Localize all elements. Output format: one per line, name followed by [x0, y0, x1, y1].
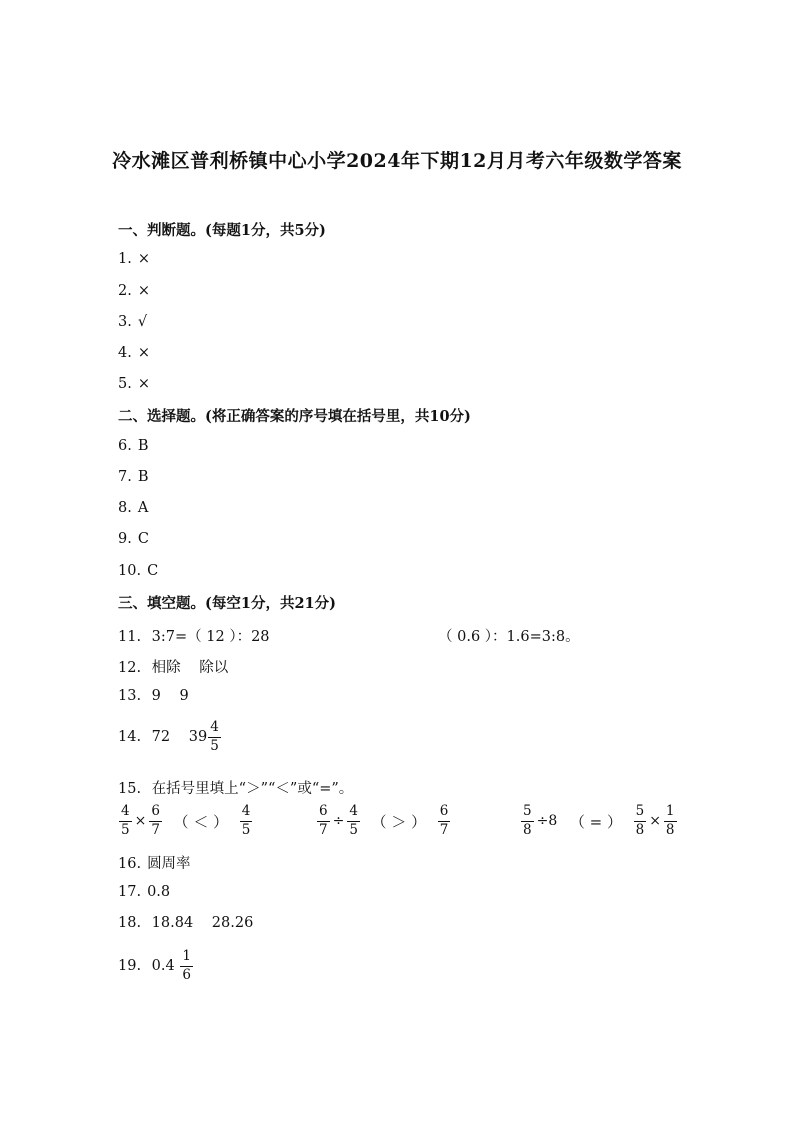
- answer-value: 相除: [151, 660, 181, 676]
- answer-value: 0.8: [147, 884, 171, 900]
- fraction-denominator: 7: [439, 821, 449, 838]
- question-number: 12.: [118, 660, 142, 676]
- question-number: 2.: [118, 283, 132, 299]
- comparison-sign: =: [589, 812, 603, 831]
- answer-value: ×: [137, 345, 150, 361]
- question-number: 8.: [118, 500, 132, 516]
- answer-value: 0.4: [151, 958, 175, 974]
- answer-line-12: [118, 656, 228, 677]
- fraction-denominator: 5: [121, 821, 130, 838]
- comparison-1: [118, 805, 253, 837]
- fraction: [521, 805, 534, 837]
- answer-line-15: [118, 777, 353, 798]
- answer-line-17: [118, 884, 170, 900]
- fraction-numerator: 4: [119, 805, 132, 822]
- answer-line-3: [118, 314, 147, 330]
- answer-value: ×: [137, 251, 150, 267]
- answer-line-19: [118, 950, 194, 982]
- question-number: 11.: [118, 629, 142, 645]
- fraction: [149, 805, 162, 837]
- fraction: [208, 721, 221, 753]
- multiply-sign: ×: [134, 813, 147, 829]
- question-text: 在括号里填上“＞”“＜”或“=”。: [151, 781, 354, 797]
- page-title: 冷水滩区普利桥镇中心小学2024年下期12月月考六年级数学答案: [112, 150, 682, 172]
- answer-value: 圆周率: [147, 856, 191, 872]
- mixed-number-whole: 39: [188, 729, 208, 745]
- answer-value: C: [147, 563, 159, 579]
- answer-value: 28.26: [211, 915, 254, 931]
- fraction: [240, 805, 253, 837]
- answer-value: 9: [179, 688, 189, 704]
- comparison-answer: （ ＞ ）: [371, 812, 427, 831]
- section-heading-fill-in: 三、填空题。(每空1分，共21分): [118, 595, 336, 612]
- answer-value: A: [137, 500, 149, 516]
- answer-line-1: [118, 251, 150, 267]
- answer-line-16: [118, 852, 191, 873]
- question-number: 13.: [118, 688, 142, 704]
- answer-line-8: [118, 500, 148, 516]
- answer-line-2: [118, 283, 150, 299]
- answer-line-14: [118, 721, 222, 753]
- question-number: 3.: [118, 314, 132, 330]
- question-number: 19.: [118, 958, 142, 974]
- answer-value: 除以: [199, 660, 229, 676]
- answer-value: 9: [151, 688, 161, 704]
- answer-value: 18.84: [151, 915, 194, 931]
- fraction: [317, 805, 330, 837]
- fraction-numerator: 1: [664, 805, 677, 822]
- question-number: 16.: [118, 856, 142, 872]
- fraction-numerator: 6: [438, 805, 451, 822]
- answer-line-5: [118, 376, 150, 392]
- fraction-numerator: 6: [149, 805, 162, 822]
- answer-value: B: [137, 438, 149, 454]
- comparison-3: [520, 805, 678, 837]
- question-number: 5.: [118, 376, 132, 392]
- answer-value: ×: [137, 283, 150, 299]
- fraction-numerator: 4: [240, 805, 253, 822]
- fraction-denominator: 7: [319, 821, 328, 838]
- answer-value: B: [137, 469, 149, 485]
- divide-expression: ÷8: [536, 813, 558, 829]
- fraction: [119, 805, 132, 837]
- fraction-numerator: 4: [208, 721, 221, 738]
- fraction: [438, 805, 451, 837]
- question-number: 18.: [118, 915, 142, 931]
- question-number: 15.: [118, 781, 142, 797]
- answer-value: 3:7=（ 12 ）：28: [151, 629, 270, 645]
- fraction-denominator: 5: [210, 737, 219, 754]
- fraction-numerator: 5: [634, 805, 647, 822]
- answer-line-6: [118, 438, 149, 454]
- fraction-denominator: 5: [349, 821, 358, 838]
- answer-line-10: [118, 563, 158, 579]
- comparison-answer: （ ＜ ）: [173, 812, 229, 831]
- comparison-2: [316, 805, 451, 837]
- fraction: [180, 950, 193, 982]
- fraction-numerator: 6: [317, 805, 330, 822]
- multiply-sign: ×: [649, 813, 661, 829]
- question-number: 1.: [118, 251, 132, 267]
- fraction-numerator: 1: [180, 950, 193, 967]
- answer-value: √: [137, 314, 148, 330]
- fraction: [347, 805, 360, 837]
- fraction-denominator: 5: [241, 821, 251, 838]
- comparison-row: [118, 805, 678, 845]
- comparison-answer: （ = ）: [569, 812, 622, 831]
- question-number: 9.: [118, 531, 132, 547]
- answer-line-7: [118, 469, 149, 485]
- question-number: 14.: [118, 729, 142, 745]
- divide-sign: ÷: [332, 813, 345, 829]
- answer-line-9: [118, 531, 149, 547]
- comparison-sign: ＜: [193, 812, 209, 831]
- question-number: 6.: [118, 438, 132, 454]
- answer-line-4: [118, 345, 150, 361]
- fraction-denominator: 8: [635, 821, 645, 838]
- question-number: 10.: [118, 563, 142, 579]
- question-number: 7.: [118, 469, 132, 485]
- question-number: 17.: [118, 884, 142, 900]
- fraction-denominator: 8: [665, 821, 675, 838]
- section-heading-judgment: 一、判断题。(每题1分，共5分): [118, 222, 326, 239]
- answer-line-11: [118, 625, 580, 646]
- fraction-denominator: 7: [151, 821, 160, 838]
- question-number: 4.: [118, 345, 132, 361]
- answer-value: C: [137, 531, 149, 547]
- answer-value: 72: [151, 729, 171, 745]
- fraction-denominator: 8: [523, 821, 532, 838]
- fraction-numerator: 5: [521, 805, 534, 822]
- fraction-numerator: 4: [347, 805, 360, 822]
- answer-line-18: [118, 915, 253, 931]
- answer-line-13: [118, 688, 189, 704]
- fraction: [664, 805, 677, 837]
- answer-value: ×: [137, 376, 150, 392]
- answer-value: （ 0.6 ）：1.6=3:8。: [438, 629, 580, 645]
- fraction-denominator: 6: [182, 966, 191, 983]
- fraction: [634, 805, 647, 837]
- comparison-sign: ＞: [391, 812, 407, 831]
- section-heading-choice: 二、选择题。(将正确答案的序号填在括号里，共10分): [118, 408, 471, 425]
